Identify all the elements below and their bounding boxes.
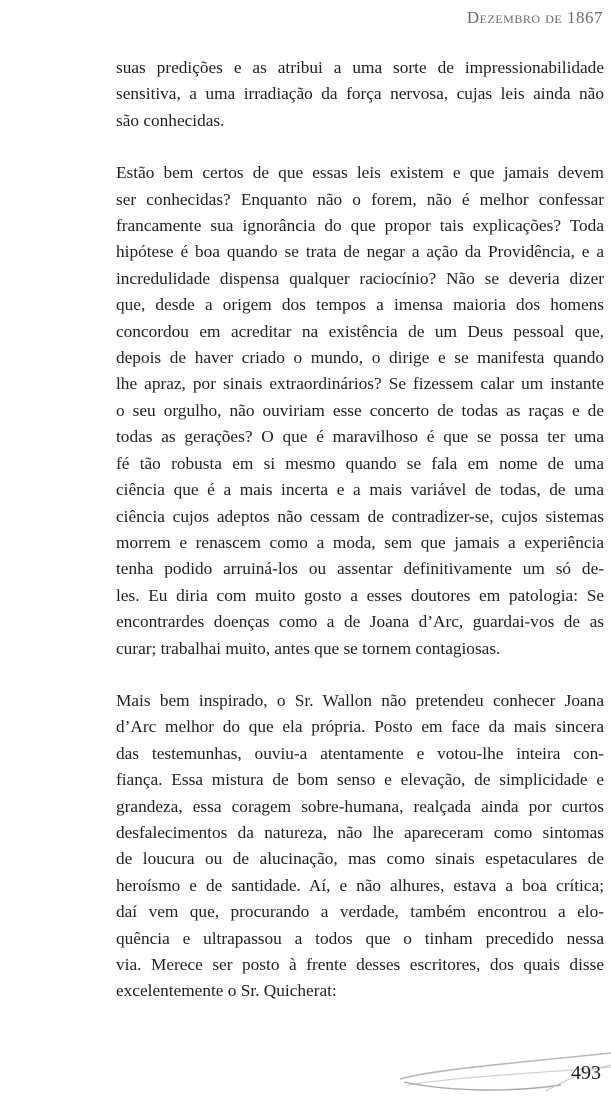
text-line: depois de haver criado o mundo, o dirige e se manifesta quando xyxy=(116,348,604,368)
text-line: fé tão robusta em si mesmo quando se fala em nome de uma xyxy=(116,453,604,473)
paragraph-2 xyxy=(116,160,604,662)
text-line: Estão bem certos de que essas leis existem e que jamais devem xyxy=(116,163,604,183)
text-line: o seu orgulho, não ouviriam esse concerto de todas as raças e de xyxy=(116,400,604,420)
text-line: Mais bem inspirado, o Sr. Wallon não pretendeu conhecer Joana xyxy=(116,690,604,710)
text-line: daí vem que, procurando a verdade, também encontrou a elo- xyxy=(116,902,604,922)
text-line: heroísmo e de santidade. Aí, e não alhures, estava a boa crítica; xyxy=(116,875,604,895)
text-line: hipótese é boa quando se trata de negar a ação da Providência, e a xyxy=(116,242,604,262)
text-line: morrem e renascem como a moda, sem que jamais a experiência xyxy=(116,532,604,552)
text-line: todas as gerações? O que é maravilhoso é que se possa ter uma xyxy=(116,427,604,447)
text-line: d’Arc melhor do que ela própria. Posto em face da mais sincera xyxy=(116,717,604,737)
text-line: via. Merece ser posto à frente desses escritores, dos quais disse xyxy=(116,955,604,974)
text-line: fiança. Essa mistura de bom senso e elevação, de simplicidade e xyxy=(116,770,604,790)
text-line: tenha podido arruiná-los ou assentar definitivamente um só de- xyxy=(116,559,604,579)
paragraph-1 xyxy=(116,55,604,134)
text-line: ciência que é a mais incerta e a mais variável de todas, de uma xyxy=(116,480,604,500)
text-line: curar; trabalhai muito, antes que se tornem contagiosas. xyxy=(116,638,501,658)
paragraph-3 xyxy=(116,688,604,1005)
text-line: ser conhecidas? Enquanto não o forem, não é melhor confessar xyxy=(116,189,604,209)
text-line: excelentemente o Sr. Quicherat: xyxy=(116,981,337,1001)
text-line: que, desde a origem dos tempos a imensa maioria dos homens xyxy=(116,295,604,315)
text-line: grandeza, essa coragem sobre-humana, realçada ainda por curtos xyxy=(116,796,604,816)
text-line: quência e ultrapassou a todos que o tinham precedido nessa xyxy=(116,928,604,948)
body-text xyxy=(116,55,604,1031)
text-line: incredulidade dispensa qualquer raciocínio? Não se deveria dizer xyxy=(116,268,604,288)
text-line: de loucura ou de alucinação, mas como sinais espetaculares de xyxy=(116,849,604,869)
text-line: são conhecidas. xyxy=(116,110,225,130)
text-line: das testemunhas, ouviu-a atentamente e votou-lhe inteira con- xyxy=(116,743,604,763)
text-line: les. Eu diria com muito gosto a esses doutores em patologia: Se xyxy=(116,585,604,605)
text-line: concordou em acreditar na existência de um Deus pessoal que, xyxy=(116,321,604,341)
text-line: lhe apraz, por sinais extraordinários? Se fizessem calar um instante xyxy=(116,374,604,394)
running-head: Dezembro de 1867 xyxy=(466,8,603,27)
text-line: francamente sua ignorância do que propor tais explicações? Toda xyxy=(116,216,604,236)
text-line: desfalecimentos da natureza, não lhe apareceram como sintomas xyxy=(116,822,604,842)
text-line: ciência cujos adeptos não cessam de contradizer-se, cujos sistemas xyxy=(116,506,604,526)
page-number: 493 xyxy=(571,1062,601,1084)
text-line: sensitiva, a uma irradiação da força nervosa, cujas leis ainda não xyxy=(116,84,604,104)
page-footer xyxy=(396,1039,611,1099)
text-line: encontrardes doenças como a de Joana d’Arc, guardai-vos de as xyxy=(116,612,604,632)
text-line: suas predições e as atribui a uma sorte de impressionabilidade xyxy=(116,58,604,77)
